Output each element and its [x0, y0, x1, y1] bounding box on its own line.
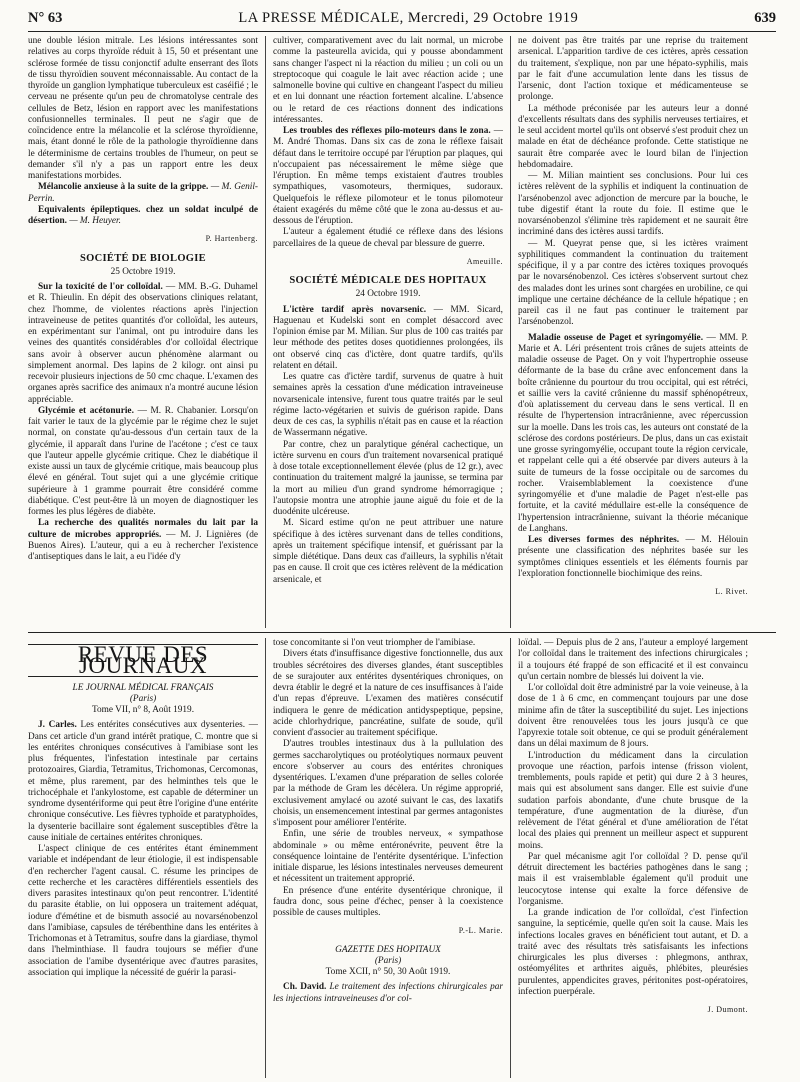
- journal-title: GAZETTE DES HOPITAUX: [335, 944, 441, 955]
- item-title: La recherche des qualités normales du lait par la culture de microbes appropriés.: [28, 518, 258, 540]
- paragraph: loïdal. — Depuis plus de 2 ans, l'auteur a employé largement l'or colloïdal dans le traitement des infections chirurgicales ; il a toujours été frappé de son efficacité et il est convaincu qu'un certain nombre de blessés lui doivent la vie.: [518, 638, 748, 682]
- issue-number: N° 63: [28, 9, 63, 26]
- society-date: 24 Octobre 1919.: [355, 289, 421, 300]
- paragraph: [28, 205, 258, 228]
- column-divider: [265, 638, 266, 1078]
- item-body: Les entérites consécutives aux dysenteries. — Dans cet article d'un grand intérêt pratique, C. montre que si les entérites chroniques consécutives à l'amibiase sont les plus fréquentes, l'infestation intestinale par certains protozoaires, Giardia, Tetramitus, Trichomonas, Cercomonas, et même, plus rarement, par des helminthes tels que le trichocéphale et l'ankylostome, est capable de déterminer un syndrome dysentériforme qui peut être l'origine d'une entérite chronique consécutive. Les fièvres typhoïde et paratyphoïdes, la dysenterie bacillaire sont également susceptibles d'être la cause initiale de certaines entérites chroniques.: [28, 720, 258, 843]
- item-body: — M. R. Chabanier. Lorsqu'on fait varier le taux de la glycémie par le régime chez le sujet normal, on constate qu'au-dessous d'un certain taux de la glycémie, il apparaît dans l'urine de l'acétone ; c'est ce taux que l'auteur appelle glycémie critique. Chez le diabétique il existe aussi un taux de glycémie critique, mais beaucoup plus élevé en général. Tout sujet qui a une glycémie critique supérieure à 1 gramme pourrait être considéré comme diabétique. C'est peut-être là un moyen de diagnostiquer les formes les plus légères de diabète.: [28, 405, 258, 517]
- paragraph: La méthode préconisée par les auteurs leur a donné d'excellents résultats dans des syphilis nerveuses tertiaires, et le seul accident mortel qu'ils ont observé s'est produit chez un malade en état de déchéance profonde. Cette statistique ne saurait être comparée avec le lourd bilan de l'injection hebdomadaire.: [518, 103, 748, 170]
- paragraph: une double lésion mitrale. Les lésions intéressantes sont relatives au corps thyroïde réduit à 15, 50 et présentant une sclérose formée de tissu conjonctif adulte enserrant des îlots de tissu thyroïdien souvent méconnaissable. Au contact de la thyroïde un ganglion lymphatique tuberculeux est caséifié ; le cerveau ne présente qu'un peu de chromatolyse centrale des cellules de Betz, lésion en rapport avec les manifestations confusionnelles terminales. Il peut ne s'agir que de coïncidence entre la mélancolie et la sclérose thyroïdienne, mais, étant donné le rôle de la pathologie thyroïdienne dans le déterminisme de certains troubles de l'humeur, on peut se demander s'il n'y a pas un rapport entre les deux manifestations morbides.: [28, 36, 258, 181]
- paragraph: [518, 535, 748, 580]
- paragraph: L'introduction du médicament dans la circulation provoque une réaction, parfois intense (frisson violent, tremblements, pouls rapide et petit) qui dure 2 à 3 heures, mais qui est absolument sans danger. Elle est suivie d'une sudation parfois abondante, d'une chute brusque de la température, d'une augmentation de la diurèse, d'un relèvement de l'état général et d'une amélioration de l'état local des plaies qui prennent un meilleur aspect et suppurent moins.: [518, 750, 748, 851]
- paragraph: [273, 126, 503, 227]
- paragraph: Les quatre cas d'ictère tardif, survenus de quatre à huit semaines après la cessation d'une médication intraveineuse novarsenicale intensive, furent tous quatre traités par le seul régime lacto-végétarien et suivis de guérison rapide. Dans deux de ces cas, la syphilis n'était pas en cause et la réaction de Wassermann négative.: [273, 372, 503, 439]
- item-body: — MM. B.-G. Duhamel et R. Thieulin. En dépit des observations cliniques relatant, chez l'homme, de violentes réactions après l'injection intraveineuse de petites quantités d'or colloïdal, les auteurs, en expérimentant sur l'animal, ont pu introduire dans les veines des quantités considérables d'or colloïdal électrique sans avoir à observer aucun phénomène alarmant ou simplement anormal. Des lapins de 2 kilogr. ont ainsi pu recevoir plusieurs injections de 50 cmc chaque. L'examen des organes après sacrifice des animaux n'a montré aucune lésion appréciable.: [28, 282, 258, 405]
- journal-city: (Paris): [129, 693, 157, 704]
- paragraph: D'autres troubles intestinaux dus à la pullulation des germes saccharolytiques ou protéolytiques normaux peuvent encore s'observer au cours des entérites chroniques dysentériques. L'examen d'une préparation de selles colorée par la méthode de Gram les décèlera. Un régime approprié, exclusivement amylacé ou azoté suivant le cas, des laxatifs choisis, un ensemencement intestinal par germes antagonistes s'imposent pour améliorer l'entérite.: [273, 739, 503, 828]
- paragraph: [273, 305, 503, 373]
- paragraph: [28, 282, 258, 406]
- column-divider: [510, 36, 511, 628]
- item-author: J. Carles.: [38, 720, 77, 731]
- paragraph: [28, 182, 258, 205]
- society-heading: SOCIÉTÉ DE BIOLOGIE: [80, 252, 206, 264]
- signature: Ameuille.: [466, 256, 503, 266]
- paragraph: [28, 518, 258, 563]
- page-number: 639: [754, 9, 776, 26]
- signature: P. Hartenberg.: [205, 234, 258, 244]
- journal-city: (Paris): [374, 955, 402, 966]
- paragraph: [28, 720, 258, 844]
- item-body: — MM. P. Marie et A. Léri présentent trois crânes de sujets atteints de maladie osseuse de Paget. On y voit l'hypertrophie osseuse déformante de la base du crâne avec enfoncement dans la boîte crânienne du pourtour du trou occipital, qui est rétréci, et saillie vers la cavité crânienne du massif sphénopétreux, d'où aplatissement du cerveau dans le sens vertical. Il en résulte de l'hypertension intracrânienne, avec répercussion sur la moelle. Dans les trois cas, les auteurs ont constaté de la sclérose des cordons postérieurs. De plus, dans un cas existait une grosse syringomyélie, occupant toute la région cervicale, et rappelant celle qui a été observée par divers auteurs à la suite de tumeurs de la fosse occipitale ou de sarcomes du rocher. Vraisemblablement la coexistence d'une syringomyélie et d'une maladie de Paget n'est-elle pas fortuite, et la cavité médullaire est-elle la conséquence de l'hypertension intracrânienne, suivant la théorie mécanique de Langhans.: [518, 332, 748, 534]
- paragraph: [273, 982, 503, 1005]
- society-heading: SOCIÉTÉ MÉDICALE DES HOPITAUX: [289, 275, 487, 286]
- journal-title: LE JOURNAL MÉDICAL FRANÇAIS: [72, 682, 214, 693]
- top-columns: [28, 36, 776, 628]
- top-column-3: [518, 36, 748, 628]
- revue-column-2: [273, 638, 503, 1078]
- paragraph: Enfin, une série de troubles nerveux, « sympathose abdominale » ou même entéronévrite, peuvent être la conséquence lointaine de l'entérite dysentérique. L'infection initiale disparue, les lésions intestinales nerveuses demeurent et nécessitent un traitement approprié.: [273, 829, 503, 885]
- item-title: Sur la toxicité de l'or colloïdal.: [38, 282, 163, 292]
- item-title: Mélancolie anxieuse à la suite de la grippe.: [38, 182, 209, 193]
- society-date: 25 Octobre 1919.: [110, 266, 176, 277]
- top-column-2: [273, 36, 503, 628]
- section-rule: [28, 632, 776, 633]
- item-author: — M. Heuyer.: [67, 216, 121, 226]
- paragraph: Par contre, chez un paralytique général cachectique, un ictère survenu en cours d'un traitement novarsenical pratiqué à dose totale exceptionnellement élevée (plus de 12 gr.), avec continuation du traitement malgré la jaunisse, se termina par la mort au milieu d'un grand syndrome hémorragique ; l'autopsie montra une atrophie jaune aiguë du foie et de la duodénite ulcéreuse.: [273, 439, 503, 517]
- paragraph: cultiver, comparativement avec du lait normal, un microbe comme la pasteurella avicida, qui y pousse abondamment sans changer l'aspect ni la réaction du milieu ; un coli ou un streptocoque qui coagule le lait avec réaction acide ; une salmonelle bovine qui cultive en changeant l'aspect du milieu et en lui donnant une réaction fortement alcaline. L'absence ou le retard de ces réactions donnent des indications intéressantes.: [273, 36, 503, 125]
- paragraph: — M. Milian maintient ses conclusions. Pour lui ces ictères relèvent de la syphilis et indiquent la continuation de l'arsénobenzol avec adjonction de mercure par la bouche, le tube digestif étant la route du foie. Il estime que le novarsénobenzol s'élimine très rapidement et ne saurait être incriminé dans des ictères aussi tardifs.: [518, 171, 748, 238]
- item-body: — M. André Thomas. Dans six cas de zona le réflexe faisait défaut dans le territoire occupé par l'éruption par plaques, qui n'occupaient pas nécessairement le même siège que l'éruption. En même temps existaient d'autres troubles sympathiques, vasomoteurs, thermiques, sudoraux. Quelquefois le réflexe pilomoteur et le tonus pilomoteur étaient exagérés du même côté que le zona au-dessus et au-dessous de l'éruption.: [273, 126, 503, 226]
- header-rule: [28, 31, 776, 32]
- signature: L. Rivet.: [715, 587, 748, 596]
- journal-issue: Tome XCII, n° 50, 30 Août 1919.: [325, 967, 451, 977]
- paragraph: La grande indication de l'or colloïdal, c'est l'infection sanguine, la septicémie, quelle qu'en soit la cause. Mais les infections locales graves en bénéficient tout autant, et D. a traité avec des résultats très satisfaisants les infections chirurgicales les plus diverses : phlegmons, anthrax, ostéomyélites et arthrites aiguës, phlébites, pleurésies purulentes, appendicites graves, péritonites post-opératoires, infection puerpérale.: [518, 908, 748, 997]
- signature: J. Dumont.: [707, 1005, 748, 1014]
- masthead-title: LA PRESSE MÉDICALE, Mercredi, 29 Octobre 1919: [238, 9, 579, 26]
- journal-issue: Tome VII, n° 8, Août 1919.: [91, 705, 195, 715]
- item-body: — MM. Sicard, Haguenau et Kudelski sont en complet désaccord avec l'opinion émise par M. Milian. Sur plus de 100 cas traités par leur méthode des petites doses quotidiennes prolongées, ils ont observé cinq cas d'ictère, dont quatre tardifs, qu'ils relatent en détail.: [273, 304, 503, 371]
- item-body: — M. Hélouin présente une classification des néphrites basée sur les symptômes cliniques essentiels et les éléments fournis par l'exploration fonctionnelle biochimique des reins.: [518, 535, 748, 579]
- revue-column-3: [518, 638, 748, 1078]
- revue-heading: REVUE DES JOURNAUX: [28, 644, 258, 677]
- column-divider: [510, 638, 511, 1078]
- item-title: L'ictère tardif après novarsenic.: [283, 304, 427, 315]
- paragraph: Par quel mécanisme agit l'or colloïdal ? D. pense qu'il détruit directement les bactéries pathogènes dans le sang ; mais il est vraisemblable également qu'il produit une leucocytose intense qui exalte la force défensive de l'organisme.: [518, 851, 748, 907]
- paragraph: ne doivent pas être traités par une reprise du traitement arsenical. L'apparition tardive de ces ictères, après cessation du traitement, s'explique, non par une hépato-syphilis, mais par le fait d'une accumulation lente dans les tissus de l'arsenic, dont l'action toxique et médicamenteuse se prolonge.: [518, 36, 748, 103]
- item-title: Equivalents épileptiques. chez un soldat inculpé de désertion.: [28, 204, 258, 226]
- paragraph: L'aspect clinique de ces entérites étant éminemment variable et indépendant de leur étiologie, il est indispensable d'en rechercher l'agent causal. C. résume les principes de cette recherche et les caractères différentiels essentiels des divers parasites intestinaux qu'on peut rencontrer. L'identité du parasite établie, on lui opposera un traitement adéquat, iodure d'émétine et de bismuth associé au novarsénobenzol dans l'amibiase, capsules de térébenthine dans les entérites à Trichomonas et à Tetramitus, soufre dans la giardiase, thymol dans l'helminthiase. Il faudra toujours se méfier d'une association de l'amibe dysentérique avec d'autres parasites, association qui implique la nécessité de guérir la parasi-: [28, 844, 258, 978]
- item-author: — M. Genil-Perrin.: [28, 182, 258, 204]
- revue-column-1: [28, 638, 258, 1078]
- paragraph: — M. Queyrat pense que, si les ictères vraiment syphilitiques commandent la continuation du traitement spécifique, il y a par contre des ictères toxiques provoqués par le novarsénobenzol. Ces ictères s'observent surtout chez des malades dont les urines sont chargées en urobiline, ce qui implique une certaine déchéance de la cellule hépatique ; en pareil cas il ne faut pas continuer le traitement par l'arsénobenzol.: [518, 238, 748, 328]
- item-title: Glycémie et acétonurie.: [38, 405, 134, 416]
- item-title: Les troubles des réflexes pilo-moteurs dans le zona.: [283, 126, 491, 136]
- top-column-1: [28, 36, 258, 628]
- paragraph: En présence d'une entérite dysentérique chronique, il faudra donc, sous peine d'échec, penser à la coexistence possible de causes multiples.: [273, 885, 503, 918]
- paragraph: L'auteur a également étudié ce réflexe dans des lésions parcellaires de la queue de cheval par blessure de guerre.: [273, 227, 503, 249]
- paragraph: Divers états d'insuffisance digestive fonctionnelle, dus aux troubles sécrétoires des diverses glandes, étant susceptibles de se surajouter aux entérites dysentériques chroniques, on devra établir le degré et la nature de ces insuffisances à l'aide d'un repas d'épreuve. L'examen des matières consécutif indiquera le genre de médication antidyspeptique, pepsine, acide chlorhydrique, pancréatine, sulfate de soude, qu'il convient d'associer au traitement spécifique.: [273, 649, 503, 738]
- paragraph: L'or colloïdal doit être administré par la voie veineuse, à la dose de 1 à 6 cmc, en commençant toujours par une dose minime afin de tâter la susceptibilité du sujet. Les injections doivent être renouvelées tous les jours jusqu'à ce que l'apyrexie totale soit obtenue, ce qui se produit généralement dans un délai maximum de 8 jours.: [518, 683, 748, 750]
- column-divider: [265, 36, 266, 628]
- page-header: [28, 6, 776, 30]
- paragraph: tose concomitante si l'on veut triompher de l'amibiase.: [273, 638, 476, 648]
- item-body: — M. J. Lignières (de Buenos Aires). L'auteur, qui a eu à rechercher l'existence d'antiseptiques dans le lait, a eu l'idée d'y: [28, 529, 258, 562]
- paragraph: M. Sicard estime qu'on ne peut attribuer une nature spécifique à des ictères survenant dans de telles conditions, après un traitement spécifique intensif, et guérissant par la simple diététique. Dans deux cas d'ailleurs, la syphilis n'était pas en cause. Il croit que ces ictères relèvent de la médication arsenicale, et: [273, 518, 503, 585]
- paragraph: [28, 406, 258, 519]
- item-author: Ch. David.: [283, 982, 327, 993]
- item-title: Maladie osseuse de Paget et syringomyélie.: [528, 332, 704, 343]
- revue-columns: [28, 638, 776, 1078]
- item-body: Le traitement des infections chirurgicales par les injections intraveineuses d'or col-: [273, 982, 503, 1004]
- signature: P.-L. Marie.: [458, 926, 503, 936]
- item-title: Les diverses formes des néphrites.: [528, 535, 680, 545]
- paragraph: [518, 333, 748, 536]
